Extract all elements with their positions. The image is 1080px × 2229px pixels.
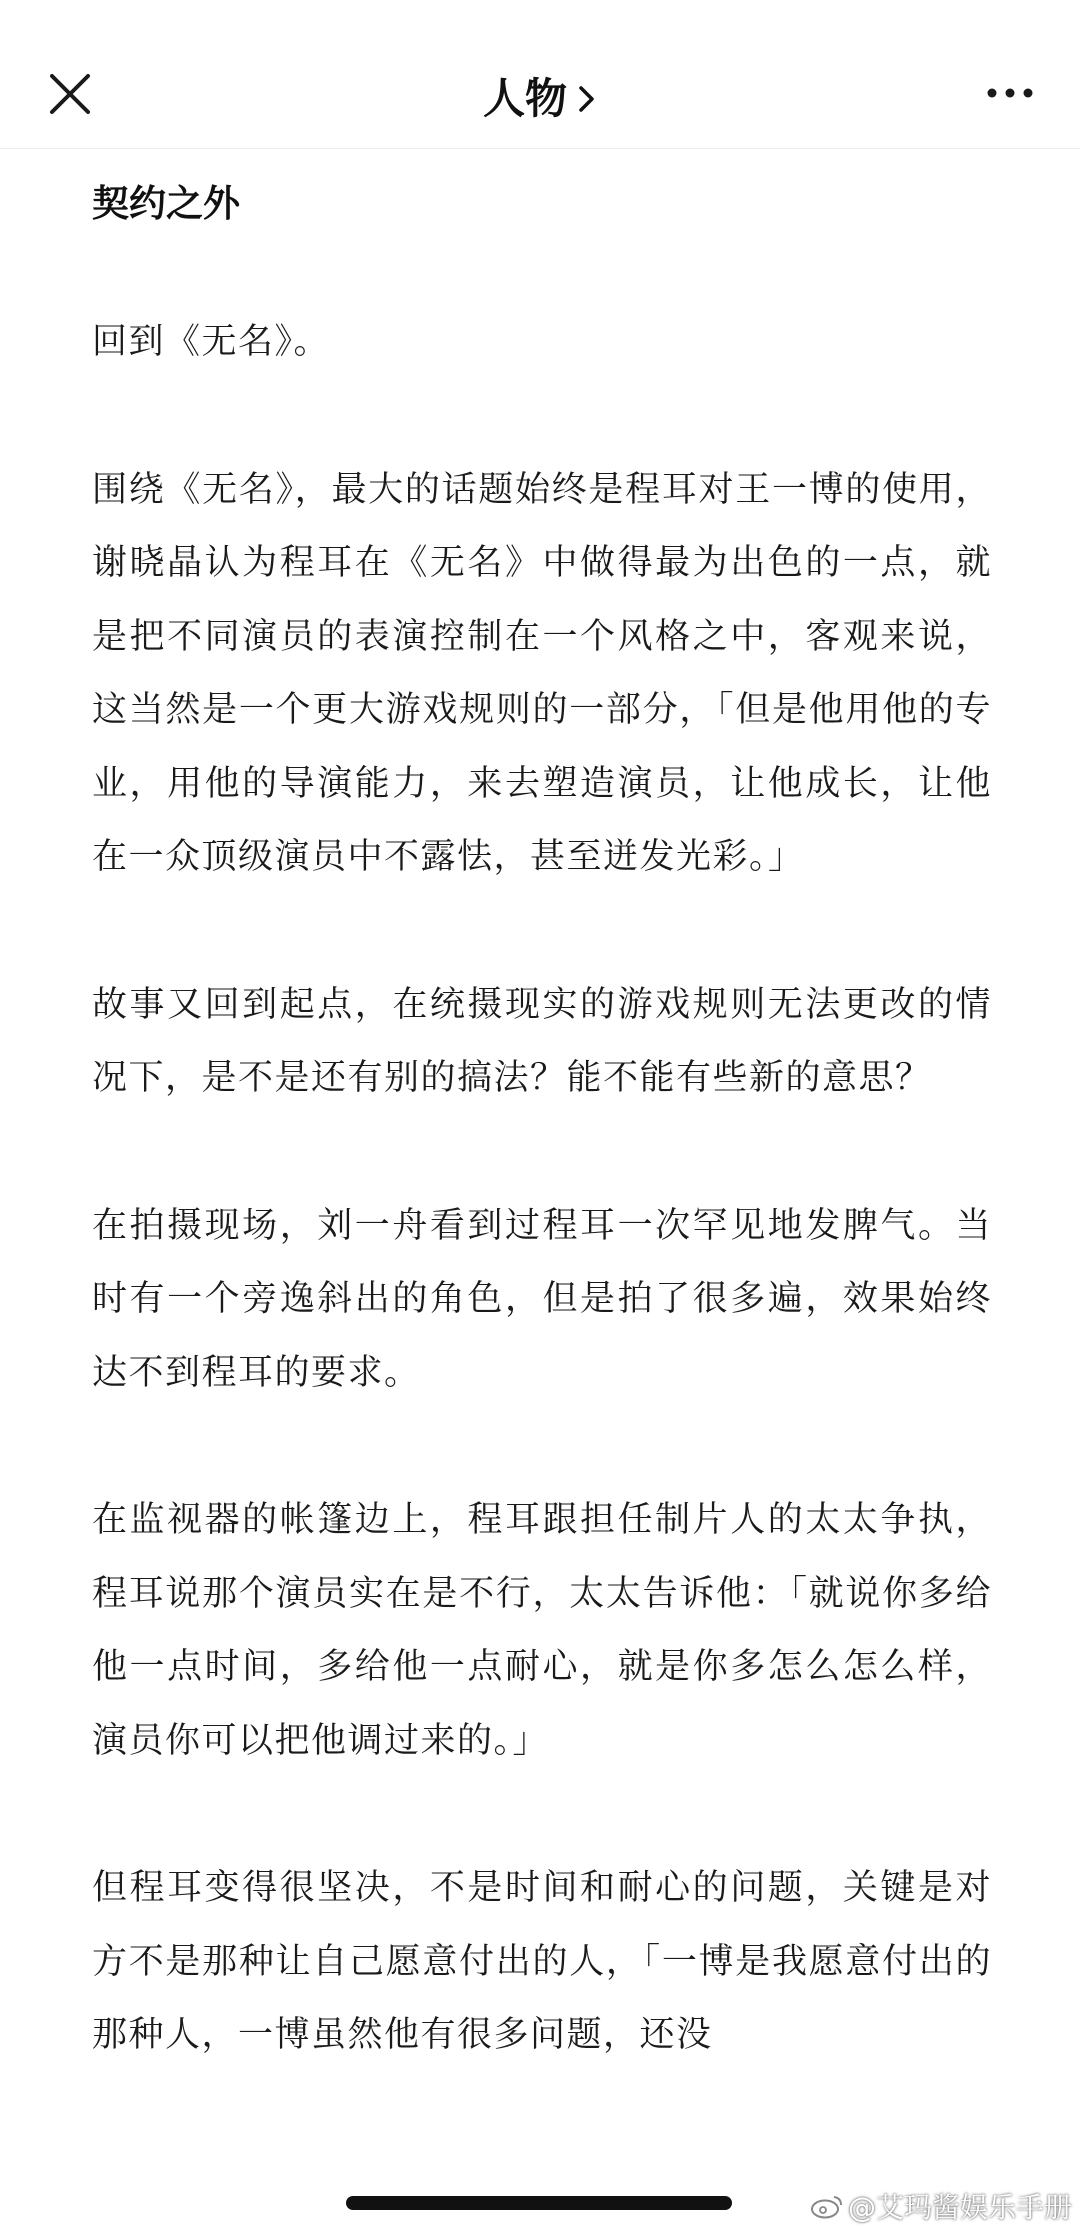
paragraph: 在监视器的帐篷边上，程耳跟担任制片人的太太争执，程耳说那个演员实在是不行，太太告诉他：「就说你多给他一点时间，多给他一点耐心，就是你多怎么怎么样，演员你可以把他调过来的。」 [92,1500,992,1761]
chevron-right-icon [577,77,597,126]
paragraph: 故事又回到起点，在统摄现实的游戏规则无法更改的情况下，是不是还有别的搞法？能不能有些新的意思？ [92,984,992,1098]
paragraph: 回到《无名》。 [92,322,331,362]
article-body [92,172,992,2147]
paragraph: 在拍摄现场，刘一舟看到过程耳一次罕见地发脾气。当时有一个旁逸斜出的角色，但是拍了很多遍，效果始终达不到程耳的要求。 [92,1205,992,1393]
home-indicator[interactable] [346,2196,732,2210]
paragraph: 围绕《无名》，最大的话题始终是程耳对王一博的使用，谢晓晶认为程耳在《无名》中做得最为出色的一点，就是把不同演员的表演控制在一个风格之中，客观来说，这当然是一个更大游戏规则的一部分，「但是他用他的专业，用他的导演能力，来去塑造演员，让他成长，让他在一众顶级演员中不露怯，甚至迸发光彩。」 [92,469,992,877]
watermark-text: @艾玛酱娱乐手册 [847,2191,1072,2224]
account-title-button[interactable] [0,66,1080,126]
section-heading: 契约之外 [92,182,240,225]
weibo-logo-icon [810,2193,844,2226]
watermark [810,2186,1072,2226]
more-options-button[interactable] [984,80,1036,106]
more-horizontal-icon [984,80,1036,106]
top-navigation-bar [0,0,1080,149]
paragraph: 但程耳变得很坚决，不是时间和耐心的问题，关键是对方不是那种让自己愿意付出的人，「一博是我愿意付出的那种人，一博虽然他有很多问题，还没 [92,1868,992,2055]
account-title: 人物 [482,74,567,123]
